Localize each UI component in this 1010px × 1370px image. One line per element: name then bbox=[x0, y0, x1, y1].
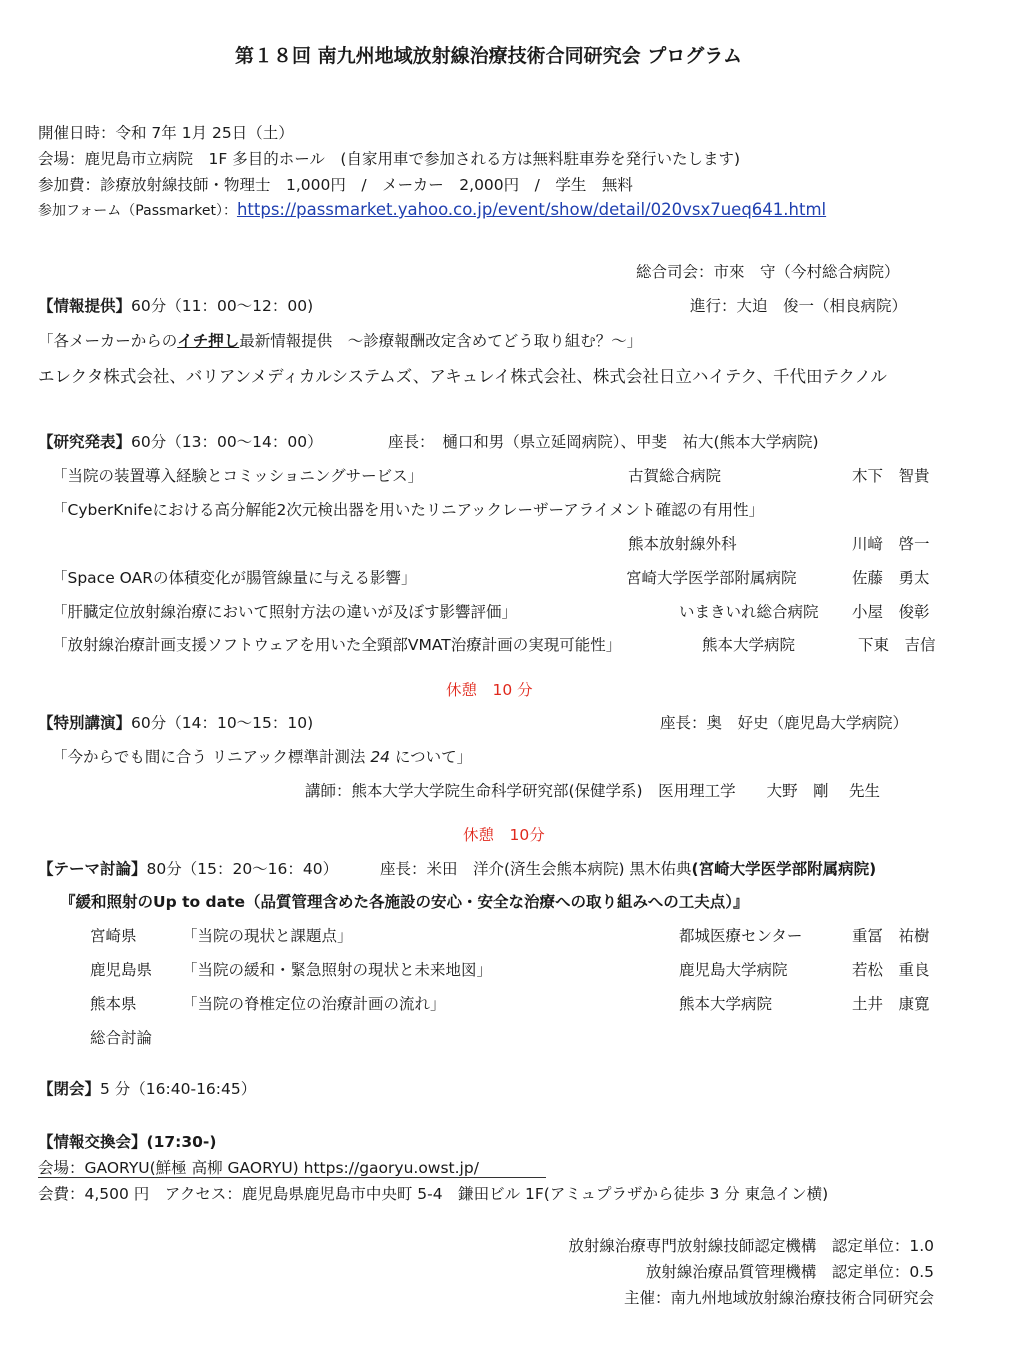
general-discussion: 総合討論 bbox=[90, 1029, 153, 1047]
research-talk-title: 「当院の装置導入経験とコミッショニングサービス」 bbox=[52, 467, 424, 485]
session-research-title: 【研究発表】 bbox=[38, 433, 132, 451]
session-theme-header bbox=[38, 857, 338, 879]
organizer: 主催：南九州地域放射線治療技術合同研究会 bbox=[623, 1289, 934, 1307]
research-talk-speaker: 木下 智貴 bbox=[852, 467, 930, 485]
underline bbox=[38, 1177, 546, 1178]
session-lecture-title: 【特別講演】 bbox=[38, 714, 132, 732]
research-talk-institution: 宮崎大学医学部附属病院 bbox=[626, 569, 797, 587]
session-theme-chair: 座長：米田 洋介(済生会熊本病院) 黒木佑典(宮崎大学医学部附属病院) bbox=[380, 860, 877, 878]
session-lecture-chair: 座長：奥 好史（鹿児島大学病院） bbox=[660, 714, 909, 732]
theme-talk-prefecture: 鹿児島県 bbox=[90, 961, 153, 979]
session-info-chair: 進行：大迫 俊一（相良病院） bbox=[690, 297, 908, 315]
closing-time: 5 分（16:40-16:45） bbox=[100, 1080, 257, 1098]
closing-title: 【閉会】 bbox=[38, 1080, 101, 1098]
research-talk-institution: 熊本大学病院 bbox=[702, 636, 796, 654]
social-header: 【情報交換会】(17:30-) bbox=[38, 1133, 217, 1151]
theme-talk-title: 「当院の現状と課題点」 bbox=[182, 927, 353, 945]
research-talk-speaker: 川﨑 啓一 bbox=[852, 535, 930, 553]
theme-talk-prefecture: 熊本県 bbox=[90, 995, 137, 1013]
session-info-companies: エレクタ株式会社、バリアンメディカルシステムズ、アキュレイ株式会社、株式会社日立ハイテク、千代田テクノル bbox=[38, 367, 887, 386]
theme-talk-institution: 都城医療センター bbox=[679, 927, 803, 945]
social-venue: 会場：GAORYU(鮮極 高柳 GAORYU) https://gaoryu.owst.jp/ bbox=[38, 1159, 479, 1177]
research-talk-title: 「放射線治療計画支援ソフトウェアを用いた全頸部VMAT治療計画の実現可能性」 bbox=[52, 636, 622, 654]
event-date: 開催日時：令和 7年 1月 25日（土） bbox=[38, 124, 294, 142]
research-talk-speaker: 下東 吉信 bbox=[858, 636, 936, 654]
research-talk-speaker: 佐藤 勇太 bbox=[852, 569, 930, 587]
research-talk-institution: 古賀総合病院 bbox=[628, 467, 722, 485]
theme-talk-title: 「当院の緩和・緊急照射の現状と未来地図」 bbox=[182, 961, 493, 979]
session-lecture-header bbox=[38, 711, 313, 733]
session-info-topic: 「各メーカーからのイチ押し最新情報提供 ～診療報酬改定含めてどう取り組む？～」 bbox=[38, 332, 643, 350]
research-talk-institution: いまきいれ総合病院 bbox=[679, 603, 819, 621]
theme-talk-institution: 熊本大学病院 bbox=[679, 995, 773, 1013]
credit-line: 放射線治療品質管理機構 認定単位：0.5 bbox=[645, 1263, 934, 1281]
break-notice: 休憩 10分 bbox=[463, 826, 545, 844]
theme-talk-speaker: 土井 康寛 bbox=[852, 995, 930, 1013]
research-talk-title: 「CyberKnifeにおける高分解能2次元検出器を用いたリニアックレーザーアライメント確認の有用性」 bbox=[52, 501, 765, 519]
session-research-time: 60分（13：00～14：00） bbox=[131, 433, 323, 451]
highlight-text: イチ押し bbox=[177, 332, 240, 350]
session-research-header bbox=[38, 430, 323, 452]
session-theme-time: 80分（15：20～16：40） bbox=[146, 860, 339, 878]
registration-form-link[interactable]: https://passmarket.yahoo.co.jp/event/show/detail/020vsx7ueq641.html bbox=[236, 200, 827, 219]
social-fee: 会費：4,500 円 アクセス：鹿児島県鹿児島市中央町 5-4 鎌田ビル 1F(アミュプラザから徒歩 3 分 東急イン横) bbox=[38, 1185, 829, 1203]
session-theme-subject: 『緩和照射のUp to date（品質管理含めた各施設の安心・安全な治療への取り組みへの工夫点）』 bbox=[60, 893, 749, 911]
theme-talk-institution: 鹿児島大学病院 bbox=[679, 961, 788, 979]
session-lecture-time: 60分（14：10～15：10) bbox=[131, 714, 314, 732]
registration-form bbox=[38, 200, 826, 220]
session-info-time: 60分（11：00～12：00) bbox=[131, 297, 314, 315]
closing-line bbox=[38, 1077, 256, 1099]
session-theme-title: 【テーマ討論】 bbox=[38, 860, 147, 878]
session-lecture-lecturer: 講師：熊本大学大学院生命科学研究部(保健学系) 医用理工学 大野 剛 先生 bbox=[305, 782, 881, 800]
event-fee: 参加費：診療放射線技師・物理士 1,000円 / メーカー 2,000円 / 学生 無料 bbox=[38, 176, 633, 194]
session-info-header bbox=[38, 294, 313, 316]
session-info-title: 【情報提供】 bbox=[38, 297, 132, 315]
research-talk-title: 「Space OARの体積変化が腸管線量に与える影響」 bbox=[52, 569, 417, 587]
master-of-ceremonies: 総合司会：市來 守（今村総合病院） bbox=[636, 263, 900, 281]
event-venue: 会場：鹿児島市立病院 1F 多目的ホール (自家用車で参加される方は無料駐車券を発行いたします) bbox=[38, 150, 740, 168]
credit-line: 放射線治療専門放射線技師認定機構 認定単位：1.0 bbox=[568, 1237, 934, 1255]
research-talk-speaker: 小屋 俊彰 bbox=[852, 603, 930, 621]
page-title: 第１８回 南九州地域放射線治療技術合同研究会 プログラム bbox=[235, 45, 743, 67]
break-notice: 休憩 10 分 bbox=[446, 681, 533, 699]
registration-form-label: 参加フォーム（Passmarket）： bbox=[38, 203, 237, 219]
theme-talk-speaker: 重冨 祐樹 bbox=[852, 927, 930, 945]
session-research-chair: 座長： 樋口和男（県立延岡病院）、甲斐 祐大(熊本大学病院) bbox=[388, 433, 819, 451]
session-lecture-topic: 「今からでも間に合う リニアック標準計測法 24 について」 bbox=[52, 748, 473, 766]
theme-talk-prefecture: 宮崎県 bbox=[90, 927, 137, 945]
theme-talk-title: 「当院の脊椎定位の治療計画の流れ」 bbox=[182, 995, 446, 1013]
research-talk-institution: 熊本放射線外科 bbox=[628, 535, 737, 553]
theme-talk-speaker: 若松 重良 bbox=[852, 961, 930, 979]
research-talk-title: 「肝臓定位放射線治療において照射方法の違いが及ぼす影響評価」 bbox=[52, 603, 518, 621]
